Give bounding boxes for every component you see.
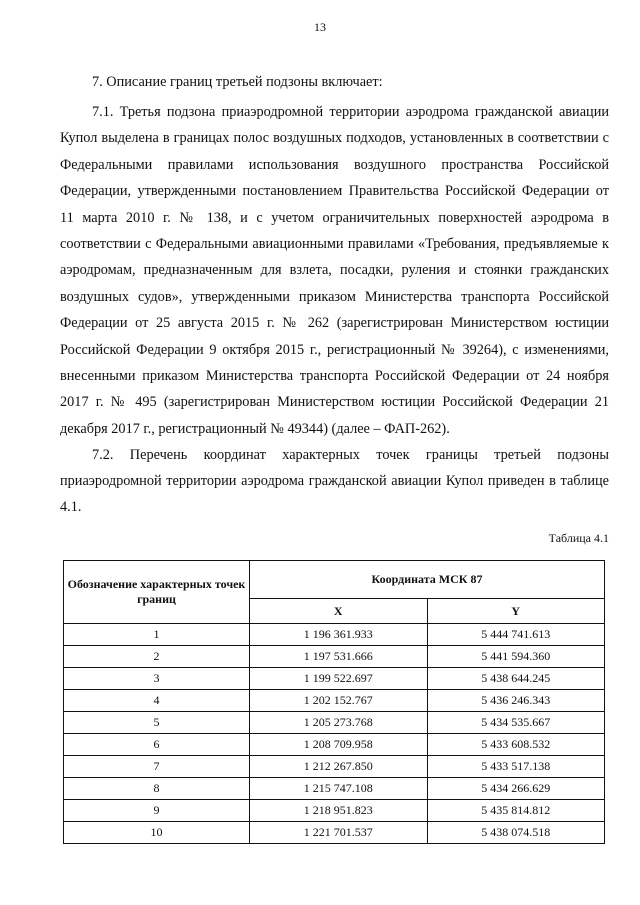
table-row [64,756,605,778]
header-points: Обозначение характерных точек границ [64,561,250,624]
table-row [64,712,605,734]
paragraph-7-1: 7.1. Третья подзона приаэродромной территории аэродрома гражданской авиации Купол выделена в границах полос воздушных подходов, установленных в соответствии с Федеральными правилами использования воздушного пространства Российской Федерации, утвержденными постановлением Правительства Российской Федерации от 11 марта 2010 г. № 138, и с учетом ограничительных поверхностей аэродрома в соответствии с Федеральными авиационными правилами «Требования, предъявляемые к аэродромам, предназначенным для взлета, посадки, руления и стоянки гражданских воздушных судов», утвержденными приказом Министерства транспорта Российской Федерации от 25 августа 2015 г. № 262 (зарегистрирован Министерством юстиции Российской Федерации 9 октября 2015 г., регистрационный № 39264), с изменениями, внесенными приказом Министерства транспорта Российской Федерации от 24 ноября 2017 г. № 495 (зарегистрирован Министерством юстиции Российской Федерации 21 декабря 2017 г., регистрационный № 49344) (далее – ФАП-262). [60,104,609,437]
point-number-cell: 3 [64,668,250,690]
point-number-cell: 8 [64,778,250,800]
coord-x-cell: 1 218 951.823 [250,800,428,822]
table-row [64,668,605,690]
page-number: 13 [314,20,326,34]
point-number-cell: 4 [64,690,250,712]
point-number-cell: 7 [64,756,250,778]
coord-y-cell: 5 433 608.532 [427,734,605,756]
coord-y-cell: 5 436 246.343 [427,690,605,712]
table-row [64,624,605,646]
coord-x-cell: 1 215 747.108 [250,778,428,800]
header-x: X [250,598,428,623]
table-caption: Таблица 4.1 [548,531,609,546]
point-number-cell: 9 [64,800,250,822]
table-row [64,778,605,800]
table-row [64,690,605,712]
point-number-cell: 2 [64,646,250,668]
document-body [60,70,609,844]
coord-x-cell: 1 208 709.958 [250,734,428,756]
coord-y-cell: 5 441 594.360 [427,646,605,668]
table-row [64,800,605,822]
table-row [64,822,605,844]
coord-y-cell: 5 444 741.613 [427,624,605,646]
coord-y-cell: 5 434 535.667 [427,712,605,734]
table-body [64,624,605,844]
coord-x-cell: 1 199 522.697 [250,668,428,690]
coord-y-cell: 5 435 814.812 [427,800,605,822]
point-number-cell: 5 [64,712,250,734]
section-heading: 7. Описание границ третьей подзоны включает: [92,74,383,90]
paragraph-7-2: 7.2. Перечень координат характерных точек границы третьей подзоны приаэродромной территории аэродрома гражданской авиации Купол приведен в таблице 4.1. [60,447,609,516]
table-row [64,734,605,756]
coord-x-cell: 1 197 531.666 [250,646,428,668]
coord-y-cell: 5 433 517.138 [427,756,605,778]
point-number-cell: 1 [64,624,250,646]
header-coordinate: Координата МСК 87 [250,561,605,599]
coord-x-cell: 1 212 267.850 [250,756,428,778]
header-y: Y [427,598,605,623]
point-number-cell: 6 [64,734,250,756]
coordinates-table [63,560,605,844]
coord-y-cell: 5 438 074.518 [427,822,605,844]
table-row [64,646,605,668]
coord-x-cell: 1 205 273.768 [250,712,428,734]
coord-y-cell: 5 438 644.245 [427,668,605,690]
coord-x-cell: 1 221 701.537 [250,822,428,844]
coord-x-cell: 1 202 152.767 [250,690,428,712]
coord-y-cell: 5 434 266.629 [427,778,605,800]
point-number-cell: 10 [64,822,250,844]
coord-x-cell: 1 196 361.933 [250,624,428,646]
